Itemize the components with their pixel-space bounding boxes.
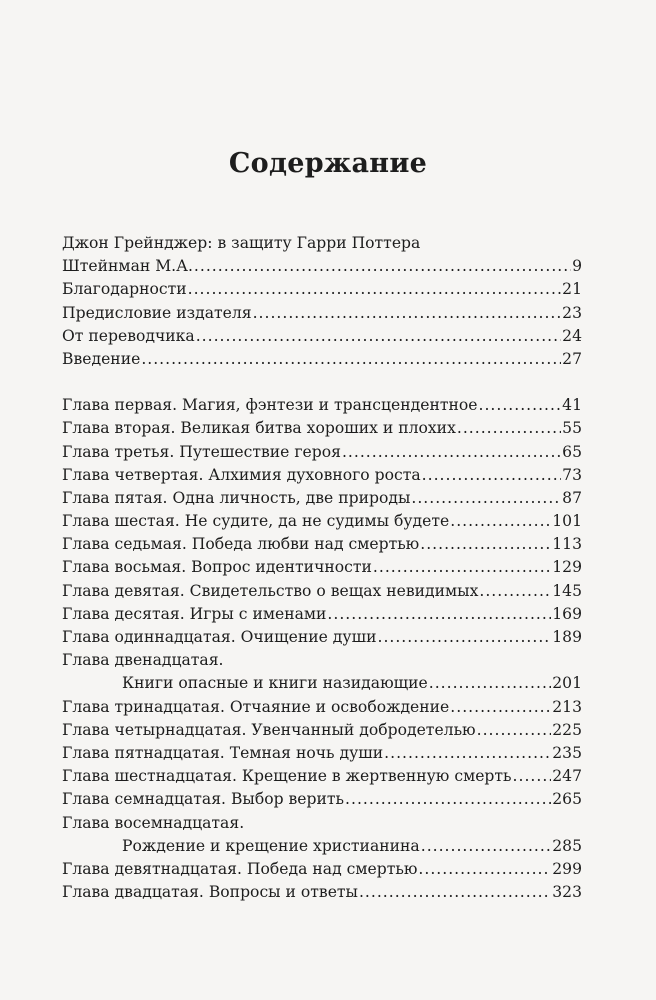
table-of-contents — [62, 232, 582, 904]
toc-entry-page: 129 — [552, 558, 582, 577]
toc-entry-label: От переводчика — [62, 326, 195, 345]
dot-leader — [450, 510, 551, 533]
toc-entry-page: 299 — [552, 859, 582, 878]
dot-leader — [384, 742, 551, 765]
toc-entry-label: Предисловие издателя — [62, 303, 252, 322]
toc-entry — [62, 232, 582, 255]
toc-entry — [62, 742, 582, 765]
dot-leader — [422, 464, 561, 487]
toc-entry-page: 169 — [552, 604, 582, 623]
dot-leader — [513, 765, 552, 788]
toc-entry-label: Глава седьмая. Победа любви над смертью — [62, 535, 420, 554]
toc-entry-label: Глава четырнадцатая. Увенчанный добродетелью — [62, 720, 476, 739]
dot-leader — [418, 858, 551, 881]
toc-entry — [62, 302, 582, 325]
dot-leader — [421, 835, 552, 858]
toc-entry-label: Глава восемнадцатая. — [62, 813, 245, 832]
toc-entry — [62, 603, 582, 626]
section-gap — [62, 371, 582, 394]
toc-entry-label: Глава пятнадцатая. Темная ночь души — [62, 743, 384, 762]
toc-entry-label: Глава девятнадцатая. Победа над смертью — [62, 859, 418, 878]
toc-entry-label: Глава семнадцатая. Выбор верить — [62, 790, 345, 809]
dot-leader — [194, 255, 571, 278]
toc-entry-page: 189 — [552, 628, 582, 646]
toc-entry — [62, 533, 582, 556]
toc-entry-label: Благодарности — [62, 280, 187, 299]
toc-entry-label: Глава третья. Путешествие героя — [62, 442, 341, 461]
toc-entry-page: 87 — [562, 488, 582, 507]
toc-entry — [62, 812, 582, 835]
toc-entry-page: 213 — [552, 697, 582, 716]
toc-entry-label: Глава вторая. Великая битва хороших и плохих — [62, 419, 456, 438]
dot-leader — [429, 672, 551, 695]
dot-leader — [479, 394, 562, 417]
toc-entry-label: Глава первая. Магия, фэнтези и трансцендентное — [62, 396, 478, 415]
toc-entry-label: Глава одиннадцатая. Очищение души — [62, 628, 377, 646]
toc-entry-label: Рождение и крещение христианина — [122, 836, 420, 855]
toc-entry — [62, 858, 582, 881]
toc-entry — [62, 510, 582, 533]
toc-entry-page: 225 — [552, 720, 582, 739]
toc-entry — [62, 556, 582, 579]
dot-leader — [345, 788, 551, 811]
dot-leader — [327, 603, 551, 626]
dot-leader — [196, 325, 561, 348]
toc-entry-page: 65 — [562, 442, 582, 461]
toc-entry-label: Джон Грейнджер: в защиту Гарри Поттера — [62, 234, 421, 252]
toc-entry-label: Штейнман М.А. — [62, 257, 193, 276]
toc-entry — [62, 626, 582, 649]
toc-entry-page: 145 — [552, 581, 582, 600]
dot-leader — [420, 533, 551, 556]
toc-entry — [62, 464, 582, 487]
toc-entry-page: 73 — [562, 465, 582, 484]
dot-leader — [141, 348, 561, 371]
toc-entry — [62, 441, 582, 464]
toc-entry — [62, 580, 582, 603]
toc-entry-label: Глава тринадцатая. Отчаяние и освобождение — [62, 697, 450, 716]
toc-entry — [62, 765, 582, 788]
toc-entry-page: 55 — [562, 419, 582, 438]
toc-entry-label: Глава десятая. Игры с именами — [62, 604, 327, 623]
toc-entry-label: Глава пятая. Одна личность, две природы — [62, 488, 411, 507]
toc-entry — [62, 788, 582, 811]
dot-leader — [479, 580, 551, 603]
toc-entry-page: 235 — [552, 743, 582, 762]
toc-entry — [62, 348, 582, 371]
toc-entry-page: 24 — [562, 326, 582, 345]
dot-leader — [253, 302, 562, 325]
toc-entry-label: Глава двенадцатая. — [62, 651, 224, 670]
dot-leader — [477, 719, 552, 742]
toc-entry-page: 21 — [562, 280, 582, 299]
dot-leader — [188, 278, 562, 301]
toc-entry-label: Глава шестнадцатая. Крещение в жертвенную смерть — [62, 767, 512, 786]
toc-entry-label: Глава четвертая. Алхимия духовного роста — [62, 465, 421, 484]
toc-entry-label: Введение — [62, 349, 141, 368]
toc-entry-label: Глава восьмая. Вопрос идентичности — [62, 558, 372, 577]
toc-entry — [62, 278, 582, 301]
toc-entry-page: 323 — [552, 883, 582, 902]
dot-leader — [457, 417, 561, 440]
toc-entry-label: Книги опасные и книги назидающие — [122, 674, 428, 693]
toc-entry-label: Глава двадцатая. Вопросы и ответы — [62, 883, 358, 902]
toc-entry-page: 247 — [552, 767, 582, 786]
toc-entry-page: 101 — [552, 512, 582, 531]
toc-entry — [62, 719, 582, 742]
toc-entry — [62, 696, 582, 719]
toc-entry-label: Глава шестая. Не судите, да не судимы будете — [62, 512, 450, 531]
toc-entry-page: 113 — [552, 535, 582, 554]
toc-entry — [62, 672, 582, 695]
toc-entry-label: Глава девятая. Свидетельство о вещах невидимых — [62, 581, 479, 600]
page-title: Содержание — [228, 148, 428, 179]
dot-leader — [373, 556, 551, 579]
toc-entry — [62, 417, 582, 440]
toc-entry — [62, 487, 582, 510]
toc-entry — [62, 881, 582, 904]
toc-entry-page: 285 — [552, 836, 582, 855]
toc-entry — [62, 325, 582, 348]
toc-entry — [62, 649, 582, 672]
dot-leader — [359, 881, 551, 904]
toc-entry-page: 41 — [562, 396, 582, 415]
dot-leader — [377, 626, 551, 649]
toc-entry — [62, 394, 582, 417]
toc-entry-page: 265 — [552, 790, 582, 809]
toc-entry-page: 9 — [572, 257, 582, 276]
dot-leader — [342, 441, 561, 464]
dot-leader — [411, 487, 561, 510]
toc-entry-page: 27 — [562, 349, 582, 368]
toc-entry-page: 23 — [562, 303, 582, 322]
toc-entry — [62, 255, 582, 278]
toc-entry-page: 201 — [552, 674, 582, 693]
toc-entry — [62, 835, 582, 858]
dot-leader — [450, 696, 551, 719]
